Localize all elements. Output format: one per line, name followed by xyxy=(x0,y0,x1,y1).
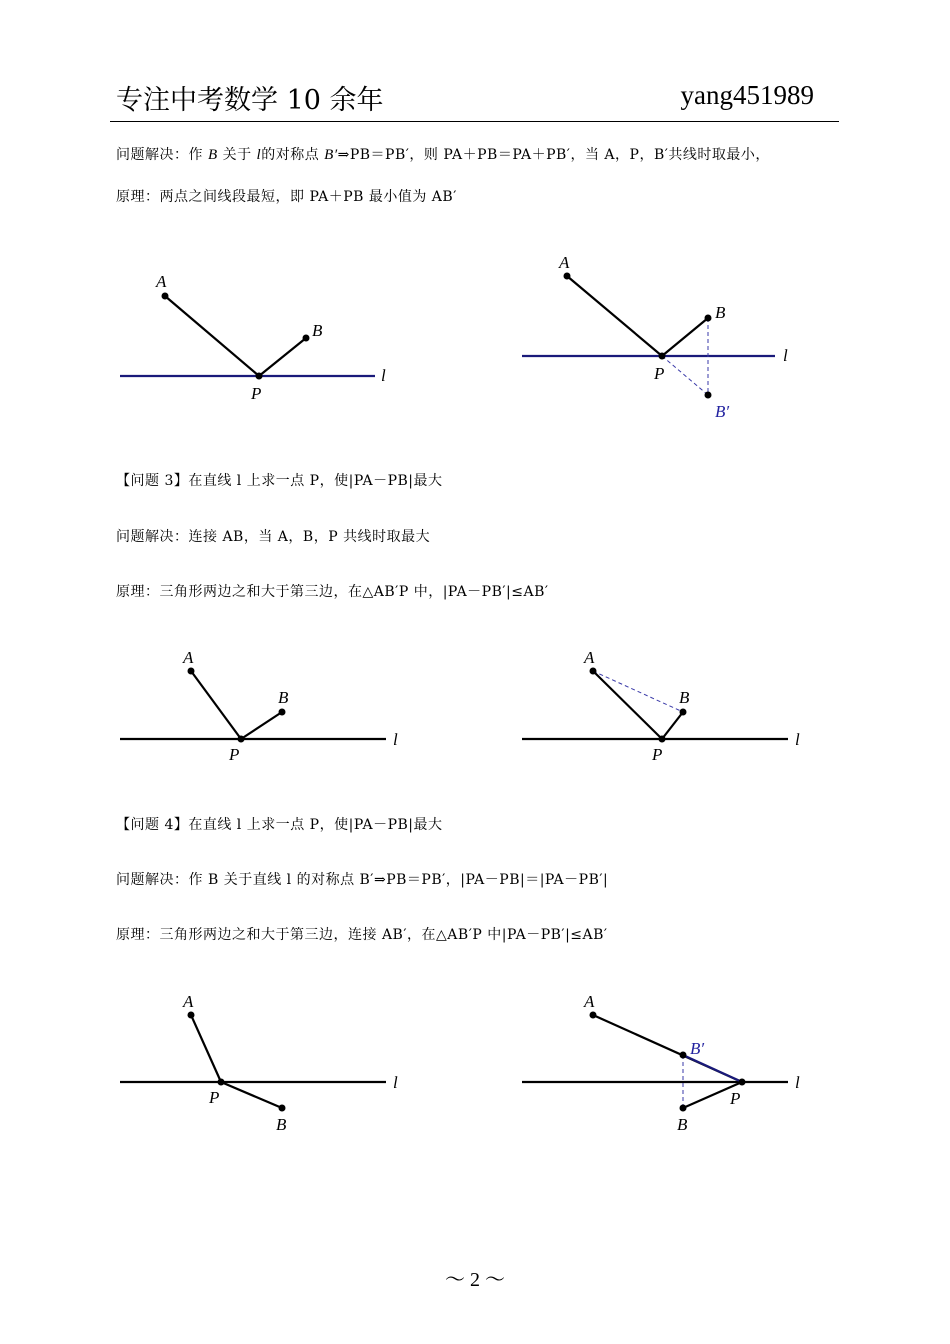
point-p xyxy=(238,736,245,743)
segment-pa xyxy=(567,276,662,356)
label-b: B xyxy=(715,303,726,322)
diagram-diff-max-left xyxy=(110,640,410,770)
label-l: l xyxy=(795,730,800,749)
section4-title: 【问题 4】在直线 l 上求一点 P，使|PA－PB|最大 xyxy=(116,817,443,833)
point-a xyxy=(188,1012,195,1019)
segment-pb xyxy=(241,712,282,739)
label-p: P xyxy=(251,384,262,403)
label-a: A xyxy=(584,992,595,1011)
label-l: l xyxy=(393,730,398,749)
section4-principle: 原理：三角形两边之和大于第三边，连接 AB′，在△AB′P 中|PA－PB′|≤AB′ xyxy=(116,927,608,943)
diagram-symmetric-left xyxy=(110,985,410,1135)
segment-b-prime-p xyxy=(683,1055,742,1082)
segment-pb xyxy=(662,712,683,739)
point-b xyxy=(705,315,712,322)
segment-pb xyxy=(221,1082,282,1108)
label-b: B xyxy=(677,1115,688,1134)
point-p xyxy=(256,373,263,380)
label-b: B xyxy=(278,688,289,707)
label-b: B xyxy=(276,1115,287,1134)
label-a: A xyxy=(559,253,570,272)
point-b-prime xyxy=(705,392,712,399)
section2-solution: 问题解决：作 B 关于 l的对称点 B′⇒PB＝PB′，则 PA＋PB＝PA＋PB′，当 A，P，B′共线时取最小， xyxy=(116,147,770,163)
diagram-symmetric-right xyxy=(515,985,815,1135)
segment-ab xyxy=(593,671,683,712)
label-p: P xyxy=(652,745,663,764)
label-p: P xyxy=(209,1088,220,1107)
segment-pa xyxy=(165,296,259,376)
point-p xyxy=(659,736,666,743)
header-title: 专注中考数学 10 余年 xyxy=(116,85,384,116)
section3-title: 【问题 3】在直线 l 上求一点 P，使|PA－PB|最大 xyxy=(116,473,443,489)
label-p: P xyxy=(730,1089,741,1108)
point-b xyxy=(279,1105,286,1112)
diagram-diff-max-right xyxy=(515,640,815,770)
point-b xyxy=(680,1105,687,1112)
point-p xyxy=(218,1079,225,1086)
point-p xyxy=(659,353,666,360)
segment-pa xyxy=(593,671,662,739)
segment-pa xyxy=(191,1015,221,1082)
section2-principle: 原理：两点之间线段最短，即 PA＋PB 最小值为 AB′ xyxy=(116,189,457,205)
label-l: l xyxy=(795,1073,800,1092)
segment-pb xyxy=(259,338,306,376)
label-b-prime: B′ xyxy=(715,402,730,421)
point-b xyxy=(680,709,687,716)
point-a xyxy=(564,273,571,280)
point-a xyxy=(590,1012,597,1019)
label-a: A xyxy=(183,992,194,1011)
section4-solution: 问题解决：作 B 关于直线 l 的对称点 B′⇒PB＝PB′，|PA－PB|＝|PA－PB′| xyxy=(116,872,609,888)
segment-pa xyxy=(191,671,241,739)
label-a: A xyxy=(584,648,595,667)
segment-pb-prime xyxy=(662,356,708,395)
label-b-prime: B′ xyxy=(690,1039,705,1058)
point-b xyxy=(303,335,310,342)
label-l: l xyxy=(393,1073,398,1092)
point-a xyxy=(162,293,169,300)
label-l: l xyxy=(783,346,788,365)
point-p xyxy=(739,1079,746,1086)
section3-principle: 原理：三角形两边之和大于第三边，在△AB′P 中，|PA－PB′|≤AB′ xyxy=(116,584,549,600)
label-b: B xyxy=(679,688,690,707)
point-a xyxy=(590,668,597,675)
page-number: ～ 2 ～ xyxy=(445,1269,505,1291)
header-author: yang451989 xyxy=(680,80,814,110)
label-p: P xyxy=(654,364,665,383)
label-l: l xyxy=(381,366,386,385)
label-a: A xyxy=(183,648,194,667)
header-rule xyxy=(110,121,839,122)
section3-solution: 问题解决：连接 AB，当 A，B，P 共线时取最大 xyxy=(116,529,431,545)
diagram-sum-min-right xyxy=(515,250,815,425)
label-a: A xyxy=(156,272,167,291)
point-b-prime xyxy=(680,1052,687,1059)
label-b: B xyxy=(312,321,323,340)
diagram-sum-min-left xyxy=(110,255,410,415)
point-b xyxy=(279,709,286,716)
point-a xyxy=(188,668,195,675)
label-p: P xyxy=(229,745,240,764)
segment-pb xyxy=(662,318,708,356)
